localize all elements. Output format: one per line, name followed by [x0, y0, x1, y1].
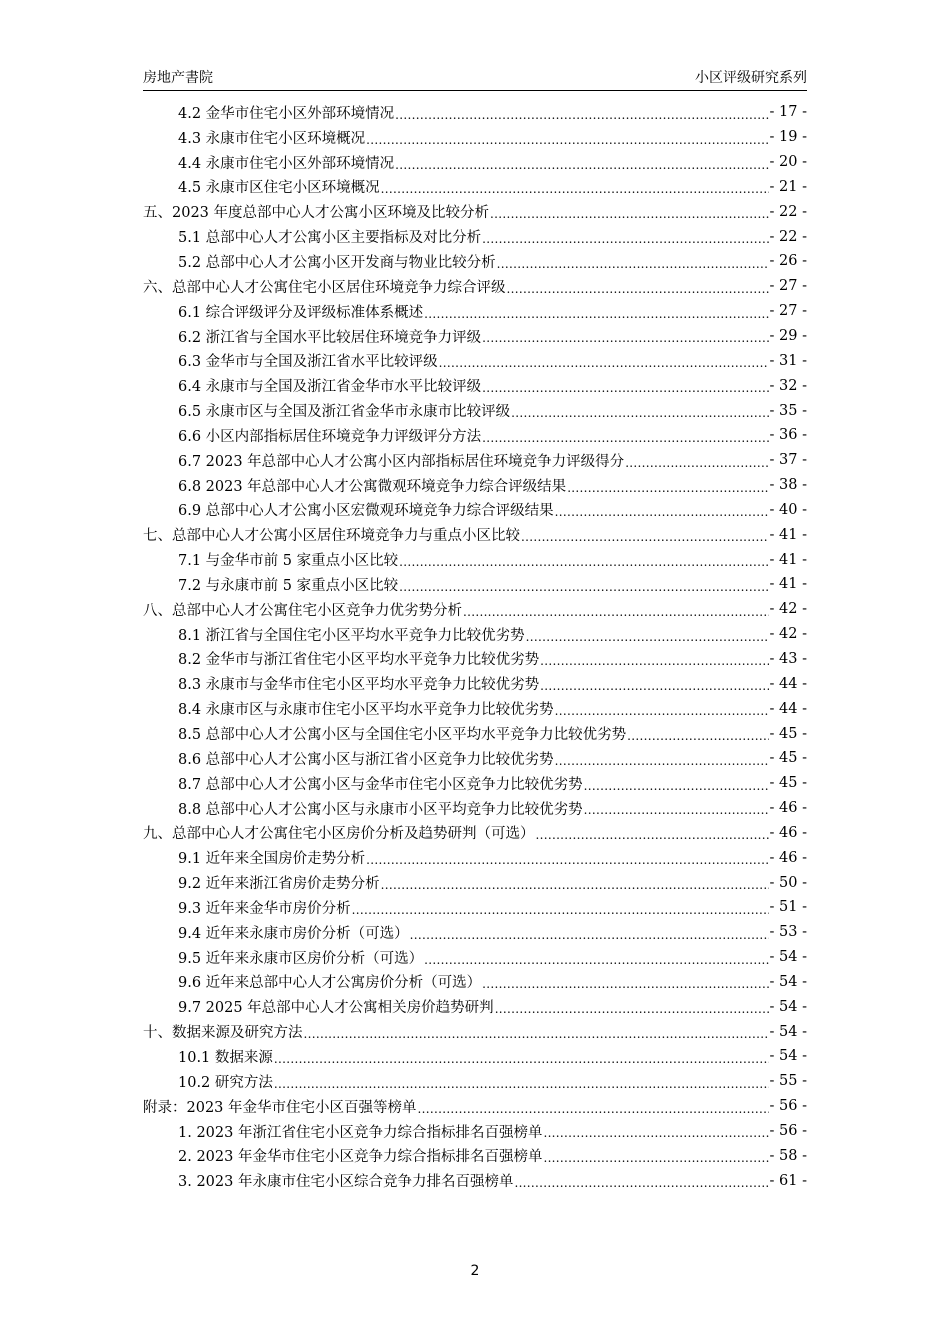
toc-dot-leader	[555, 706, 769, 721]
toc-entry-title: 4.5 永康市区住宅小区环境概况	[178, 180, 380, 197]
toc-dot-leader	[418, 1104, 769, 1119]
toc-section-entry[interactable]	[143, 100, 807, 125]
toc-dot-leader	[490, 209, 769, 224]
toc-section-entry[interactable]	[143, 547, 807, 572]
toc-entry-title: 4.3 永康市住宅小区环境概况	[178, 130, 366, 147]
toc-section-entry[interactable]	[143, 175, 807, 200]
toc-entry-page: - 32 -	[769, 377, 807, 394]
toc-chapter-entry[interactable]	[143, 522, 807, 547]
toc-dot-leader	[274, 1054, 769, 1069]
toc-section-entry[interactable]	[143, 945, 807, 970]
toc-section-entry[interactable]	[143, 1119, 807, 1144]
toc-entry-page: - 46 -	[769, 824, 807, 841]
toc-entry-page: - 54 -	[769, 949, 807, 966]
toc-section-entry[interactable]	[143, 473, 807, 498]
toc-dot-leader	[555, 507, 769, 522]
toc-entry-title: 4.2 金华市住宅小区外部环境情况	[178, 105, 395, 122]
toc-entry-page: - 26 -	[769, 253, 807, 270]
toc-section-entry[interactable]	[143, 796, 807, 821]
toc-dot-leader	[497, 259, 769, 274]
toc-entry-title: 3. 2023 年永康市住宅小区综合竞争力排名百强榜单	[178, 1174, 514, 1191]
toc-entry-page: - 20 -	[769, 154, 807, 171]
toc-chapter-entry[interactable]	[143, 274, 807, 299]
toc-entry-page: - 54 -	[769, 998, 807, 1015]
toc-entry-page: - 21 -	[769, 178, 807, 195]
toc-entry-title: 7.2 与永康市前 5 家重点小区比较	[178, 577, 399, 594]
toc-dot-leader	[366, 135, 768, 150]
toc-entry-page: - 58 -	[769, 1147, 807, 1164]
toc-entry-page: - 56 -	[769, 1123, 807, 1140]
toc-section-entry[interactable]	[143, 721, 807, 746]
toc-entry-page: - 42 -	[769, 601, 807, 618]
toc-entry-title: 七、总部中心人才公寓小区居住环境竞争力与重点小区比较	[143, 528, 520, 545]
toc-entry-page: - 17 -	[769, 104, 807, 121]
toc-entry-page: - 54 -	[769, 1048, 807, 1065]
toc-dot-leader	[366, 855, 768, 870]
toc-dot-leader	[536, 830, 769, 845]
toc-dot-leader	[482, 383, 768, 398]
toc-entry-title: 2. 2023 年金华市住宅小区竞争力综合指标排名百强榜单	[178, 1149, 543, 1166]
toc-dot-leader	[482, 979, 768, 994]
toc-entry-title: 6.6 小区内部指标居住环境竞争力评级评分方法	[178, 428, 482, 445]
toc-entry-title: 8.5 总部中心人才公寓小区与全国住宅小区平均水平竞争力比较优劣势	[178, 727, 627, 744]
toc-section-entry[interactable]	[143, 746, 807, 771]
toc-dot-leader	[627, 731, 768, 746]
toc-entry-title: 6.7 2023 年总部中心人才公寓小区内部指标居住环境竞争力评级得分	[178, 453, 625, 470]
toc-dot-leader	[399, 582, 768, 597]
toc-section-entry[interactable]	[143, 1044, 807, 1069]
toc-chapter-entry[interactable]	[143, 199, 807, 224]
toc-entry-page: - 22 -	[769, 228, 807, 245]
toc-entry-page: - 40 -	[769, 501, 807, 518]
toc-section-entry[interactable]	[143, 870, 807, 895]
toc-section-entry[interactable]	[143, 845, 807, 870]
page-number: 2	[470, 1263, 480, 1279]
table-of-contents	[143, 100, 807, 1193]
toc-section-entry[interactable]	[143, 671, 807, 696]
toc-section-entry[interactable]	[143, 895, 807, 920]
toc-section-entry[interactable]	[143, 249, 807, 274]
toc-entry-title: 1. 2023 年浙江省住宅小区竞争力综合指标排名百强榜单	[178, 1124, 543, 1141]
toc-dot-leader	[526, 632, 769, 647]
toc-entry-title: 6.2 浙江省与全国水平比较居住环境竞争力评级	[178, 329, 482, 346]
toc-entry-title: 10.1 数据来源	[178, 1049, 273, 1066]
toc-entry-title: 十、数据来源及研究方法	[143, 1025, 303, 1042]
toc-entry-page: - 51 -	[769, 899, 807, 916]
toc-entry-page: - 55 -	[769, 1073, 807, 1090]
toc-entry-page: - 54 -	[769, 973, 807, 990]
toc-entry-page: - 46 -	[769, 849, 807, 866]
toc-entry-title: 9.7 2025 年总部中心人才公寓相关房价趋势研判	[178, 1000, 494, 1017]
toc-dot-leader	[567, 483, 768, 498]
toc-entry-title: 8.1 浙江省与全国住宅小区平均水平竞争力比较优劣势	[178, 627, 525, 644]
toc-entry-page: - 43 -	[769, 650, 807, 667]
toc-dot-leader	[352, 905, 769, 920]
toc-dot-leader	[625, 458, 768, 473]
toc-section-entry[interactable]	[143, 448, 807, 473]
toc-entry-page: - 45 -	[769, 725, 807, 742]
toc-entry-title: 9.5 近年来永康市区房价分析（可选）	[178, 950, 424, 967]
toc-entry-page: - 22 -	[769, 203, 807, 220]
toc-entry-page: - 45 -	[769, 750, 807, 767]
toc-dot-leader	[395, 110, 768, 125]
toc-dot-leader	[395, 160, 768, 175]
toc-dot-leader	[511, 408, 768, 423]
toc-dot-leader	[543, 1153, 768, 1168]
toc-entry-page: - 41 -	[769, 551, 807, 568]
toc-section-entry[interactable]	[143, 771, 807, 796]
toc-entry-title: 附录：2023 年金华市住宅小区百强等榜单	[143, 1099, 417, 1116]
toc-section-entry[interactable]	[143, 224, 807, 249]
toc-dot-leader	[584, 781, 769, 796]
toc-section-entry[interactable]	[143, 423, 807, 448]
toc-dot-leader	[381, 880, 769, 895]
toc-dot-leader	[482, 234, 768, 249]
toc-chapter-entry[interactable]	[143, 597, 807, 622]
toc-section-entry[interactable]	[143, 622, 807, 647]
toc-entry-title: 6.5 永康市区与全国及浙江省金华市永康市比较评级	[178, 404, 511, 421]
header-publisher: 房地产書院	[143, 70, 213, 86]
toc-dot-leader	[540, 656, 768, 671]
toc-entry-title: 9.2 近年来浙江省房价走势分析	[178, 876, 380, 893]
toc-dot-leader	[304, 1029, 769, 1044]
toc-entry-page: - 27 -	[769, 303, 807, 320]
toc-dot-leader	[439, 358, 769, 373]
toc-section-entry[interactable]	[143, 150, 807, 175]
toc-section-entry[interactable]	[143, 1168, 807, 1193]
toc-entry-page: - 44 -	[769, 700, 807, 717]
toc-chapter-entry[interactable]	[143, 1094, 807, 1119]
toc-dot-leader	[507, 284, 769, 299]
toc-entry-title: 5.2 总部中心人才公寓小区开发商与物业比较分析	[178, 254, 496, 271]
toc-entry-page: - 41 -	[769, 576, 807, 593]
toc-section-entry[interactable]	[143, 1143, 807, 1168]
toc-entry-page: - 37 -	[769, 452, 807, 469]
toc-entry-page: - 54 -	[769, 1023, 807, 1040]
toc-chapter-entry[interactable]	[143, 820, 807, 845]
toc-entry-title: 8.2 金华市与浙江省住宅小区平均水平竞争力比较优劣势	[178, 652, 540, 669]
toc-entry-title: 8.7 总部中心人才公寓小区与金华市住宅小区竞争力比较优劣势	[178, 776, 583, 793]
toc-dot-leader	[495, 1004, 769, 1019]
toc-dot-leader	[543, 1128, 768, 1143]
toc-entry-page: - 31 -	[769, 352, 807, 369]
toc-dot-leader	[555, 756, 769, 771]
toc-entry-page: - 29 -	[769, 328, 807, 345]
toc-dot-leader	[482, 333, 768, 348]
toc-entry-page: - 36 -	[769, 427, 807, 444]
toc-dot-leader	[410, 930, 769, 945]
toc-section-entry[interactable]	[143, 1069, 807, 1094]
toc-entry-title: 4.4 永康市住宅小区外部环境情况	[178, 155, 395, 172]
toc-entry-title: 五、2023 年度总部中心人才公寓小区环境及比较分析	[143, 205, 490, 222]
header-series-title: 小区评级研究系列	[695, 70, 807, 86]
toc-section-entry[interactable]	[143, 348, 807, 373]
toc-dot-leader	[274, 1079, 769, 1094]
toc-entry-page: - 61 -	[769, 1172, 807, 1189]
toc-section-entry[interactable]	[143, 647, 807, 672]
toc-entry-title: 9.4 近年来永康市房价分析（可选）	[178, 925, 409, 942]
toc-entry-title: 7.1 与金华市前 5 家重点小区比较	[178, 553, 399, 570]
toc-section-entry[interactable]	[143, 498, 807, 523]
toc-dot-leader	[584, 805, 769, 820]
toc-dot-leader	[463, 607, 769, 622]
toc-entry-title: 九、总部中心人才公寓住宅小区房价分析及趋势研判（可选）	[143, 826, 535, 843]
toc-entry-title: 9.6 近年来总部中心人才公寓房价分析（可选）	[178, 975, 482, 992]
toc-section-entry[interactable]	[143, 398, 807, 423]
toc-section-entry[interactable]	[143, 373, 807, 398]
toc-entry-page: - 35 -	[769, 402, 807, 419]
toc-section-entry[interactable]	[143, 572, 807, 597]
toc-entry-title: 6.8 2023 年总部中心人才公寓微观环境竞争力综合评级结果	[178, 478, 567, 495]
toc-entry-title: 6.3 金华市与全国及浙江省水平比较评级	[178, 354, 438, 371]
toc-entry-page: - 38 -	[769, 477, 807, 494]
toc-entry-page: - 53 -	[769, 924, 807, 941]
toc-section-entry[interactable]	[143, 696, 807, 721]
toc-entry-title: 6.1 综合评级评分及评级标准体系概述	[178, 304, 424, 321]
toc-dot-leader	[424, 955, 768, 970]
toc-entry-title: 六、总部中心人才公寓住宅小区居住环境竞争力综合评级	[143, 279, 506, 296]
toc-section-entry[interactable]	[143, 324, 807, 349]
toc-entry-page: - 46 -	[769, 800, 807, 817]
toc-entry-title: 10.2 研究方法	[178, 1074, 273, 1091]
toc-section-entry[interactable]	[143, 125, 807, 150]
toc-entry-page: - 41 -	[769, 526, 807, 543]
toc-entry-page: - 42 -	[769, 626, 807, 643]
toc-dot-leader	[482, 433, 768, 448]
toc-entry-title: 八、总部中心人才公寓住宅小区竞争力优劣势分析	[143, 602, 462, 619]
toc-entry-page: - 45 -	[769, 775, 807, 792]
toc-entry-title: 9.1 近年来全国房价走势分析	[178, 851, 366, 868]
toc-entry-title: 8.4 永康市区与永康市住宅小区平均水平竞争力比较优劣势	[178, 702, 554, 719]
page-header	[143, 66, 807, 91]
toc-dot-leader	[521, 532, 769, 547]
toc-section-entry[interactable]	[143, 994, 807, 1019]
toc-entry-title: 6.4 永康市与全国及浙江省金华市水平比较评级	[178, 379, 482, 396]
toc-entry-title: 8.6 总部中心人才公寓小区与浙江省小区竞争力比较优劣势	[178, 751, 554, 768]
toc-section-entry[interactable]	[143, 299, 807, 324]
toc-section-entry[interactable]	[143, 970, 807, 995]
toc-dot-leader	[514, 1178, 768, 1193]
toc-dot-leader	[424, 309, 768, 324]
toc-entry-page: - 27 -	[769, 278, 807, 295]
toc-entry-title: 9.3 近年来金华市房价分析	[178, 900, 351, 917]
toc-entry-page: - 50 -	[769, 874, 807, 891]
toc-entry-title: 8.8 总部中心人才公寓小区与永康市小区平均竞争力比较优劣势	[178, 801, 583, 818]
toc-entry-title: 6.9 总部中心人才公寓小区宏微观环境竞争力综合评级结果	[178, 503, 554, 520]
toc-entry-page: - 44 -	[769, 675, 807, 692]
toc-dot-leader	[540, 681, 768, 696]
toc-dot-leader	[381, 184, 769, 199]
toc-dot-leader	[399, 557, 768, 572]
toc-entry-title: 8.3 永康市与金华市住宅小区平均水平竞争力比较优劣势	[178, 677, 540, 694]
toc-entry-page: - 56 -	[769, 1098, 807, 1115]
toc-section-entry[interactable]	[143, 920, 807, 945]
toc-entry-title: 5.1 总部中心人才公寓小区主要指标及对比分析	[178, 230, 482, 247]
toc-chapter-entry[interactable]	[143, 1019, 807, 1044]
toc-entry-page: - 19 -	[769, 129, 807, 146]
